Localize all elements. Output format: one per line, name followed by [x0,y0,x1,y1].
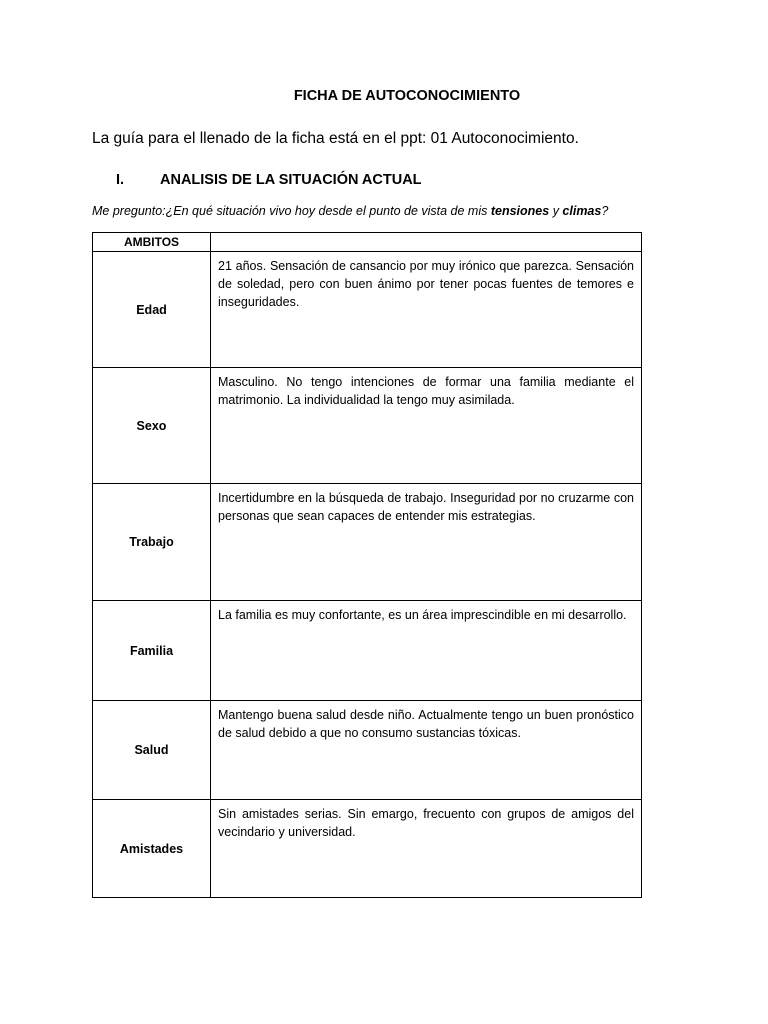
question-word-tensiones: tensiones [490,204,550,218]
row-text-edad: 21 años. Sensación de cansancio por muy irónico que parezca. Sensación de soledad, pero con buen ánimo por tener pocas fuentes de temores e inseguridades. [211,252,642,368]
intro-text: La guía para el llenado de la ficha está en el ppt: 01 Autoconocimiento. [92,130,579,147]
row-label-sexo: Sexo [93,368,211,484]
document-title: FICHA DE AUTOCONOCIMIENTO [293,88,521,104]
table-row [93,601,642,701]
row-text-familia: La familia es muy confortante, es un área imprescindible en mi desarrollo. [211,601,642,701]
section-title: ANALISIS DE LA SITUACIÓN ACTUAL [160,172,422,188]
row-label-familia: Familia [93,601,211,701]
header-ambitos: AMBITOS [93,233,211,252]
row-label-edad: Edad [93,252,211,368]
table-row [93,701,642,800]
row-label-trabajo: Trabajo [93,484,211,601]
row-text-salud: Mantengo buena salud desde niño. Actualmente tengo un buen pronóstico de salud debido a que no consumo sustancias tóxicas. [211,701,642,800]
table-row [93,252,642,368]
question-joiner: y [549,204,563,218]
ambitos-table [92,232,642,898]
table-row [93,484,642,601]
question-suffix: ? [601,204,609,218]
section-heading [116,172,422,188]
table-header-row [93,233,642,252]
row-text-trabajo: Incertidumbre en la búsqueda de trabajo. Inseguridad por no cruzarme con personas que sean capaces de entender mis estrategias. [211,484,642,601]
header-description [211,233,642,252]
guiding-question [92,204,608,218]
row-label-amistades: Amistades [93,800,211,898]
row-label-salud: Salud [93,701,211,800]
question-prefix: Me pregunto:¿En qué situación vivo hoy desde el punto de vista de mis [92,204,491,218]
row-text-amistades: Sin amistades serias. Sin emargo, frecuento con grupos de amigos del vecindario y universidad. [211,800,642,898]
question-word-climas: climas [562,204,602,218]
row-text-sexo: Masculino. No tengo intenciones de formar una familia mediante el matrimonio. La individualidad la tengo muy asimilada. [211,368,642,484]
table-row [93,800,642,898]
table-row [93,368,642,484]
section-number: I. [116,172,125,188]
